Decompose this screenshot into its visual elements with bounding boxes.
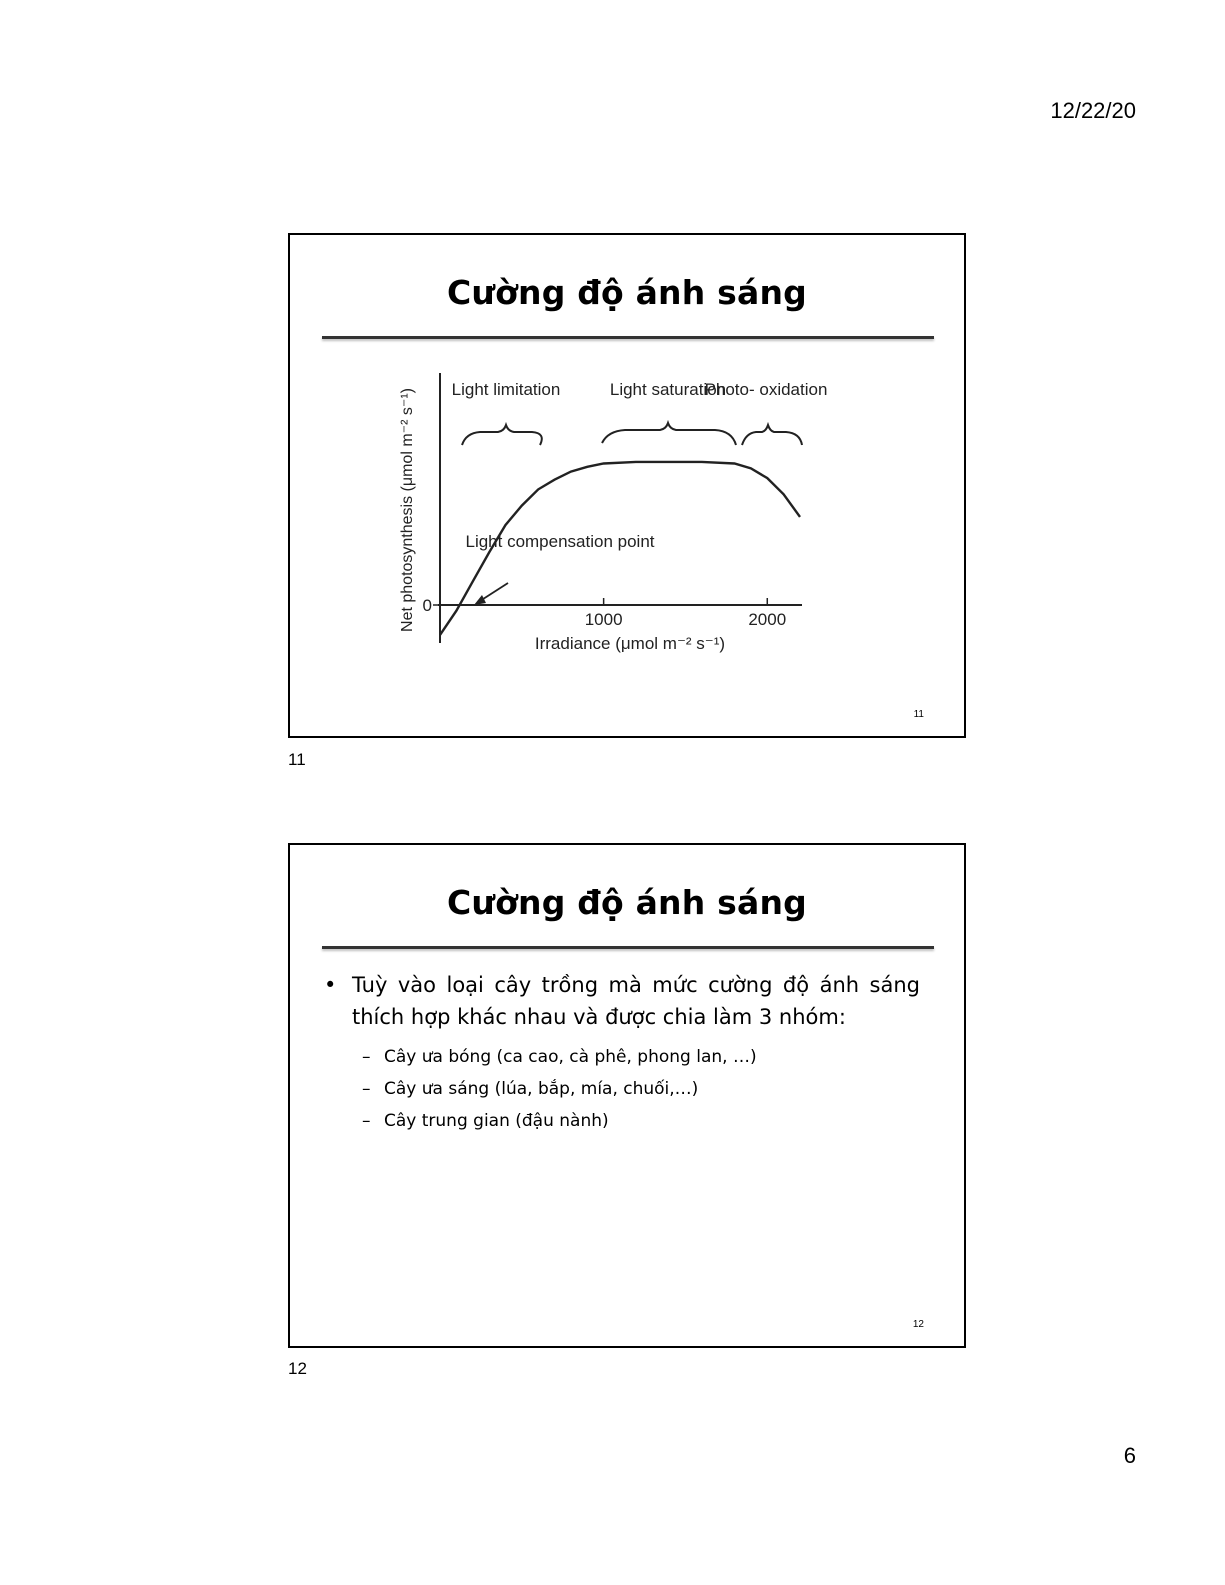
slide-11 — [288, 233, 966, 738]
compensation-arrow — [480, 583, 508, 601]
slide-number: 11 — [913, 709, 924, 720]
sub-item: – Cây trung gian (đậu nành) — [362, 1111, 609, 1131]
sub-item: – Cây ưa bóng (ca cao, cà phê, phong lan, …) — [362, 1047, 757, 1067]
slide-label: 12 — [288, 1359, 307, 1378]
title-divider — [322, 946, 934, 949]
sub-item: – Cây ưa sáng (lúa, bắp, mía, chuối,…) — [362, 1079, 699, 1099]
compensation-arrow-head — [474, 595, 486, 605]
slide-number: 12 — [912, 1319, 924, 1330]
slide-title: Cường độ ánh sáng — [447, 883, 807, 922]
annotation-photo-oxidation: Photo- oxidation — [704, 380, 828, 399]
y-tick-label: 0 — [422, 596, 432, 615]
title-divider — [322, 336, 934, 339]
annotation-compensation-point: Light compensation point — [465, 532, 655, 551]
page-number: 6 — [1123, 1443, 1136, 1468]
sub-list — [352, 1041, 920, 1137]
slide-12 — [288, 843, 966, 1348]
slide-title: Cường độ ánh sáng — [447, 273, 807, 312]
page-date: 12/22/20 — [1050, 98, 1136, 123]
x-tick-label: 1000 — [584, 610, 623, 629]
brace-photo-oxidation — [742, 425, 802, 445]
slide-label: 11 — [288, 750, 306, 769]
annotation-light-limitation: Light limitation — [451, 380, 561, 399]
annotation-light-saturation: Light saturation — [609, 380, 727, 399]
brace-light-limitation — [462, 425, 542, 445]
photosynthesis-chart — [390, 365, 830, 665]
bullet-list — [324, 969, 920, 1137]
y-axis-label: Net photosynthesis (μmol m⁻² s⁻¹) — [399, 388, 416, 632]
bullet-text: Tuỳ vào loại cây trồng mà mức cường độ ánh sáng thích hợp khác nhau và được chia làm 3 nhóm: — [352, 973, 920, 1029]
bullet-marker: • — [324, 973, 337, 997]
x-axis-label: Irradiance (μmol m⁻² s⁻¹) — [534, 634, 726, 653]
brace-light-saturation — [602, 423, 736, 445]
x-tick-label: 2000 — [748, 610, 787, 629]
bullet-item — [324, 969, 920, 1137]
